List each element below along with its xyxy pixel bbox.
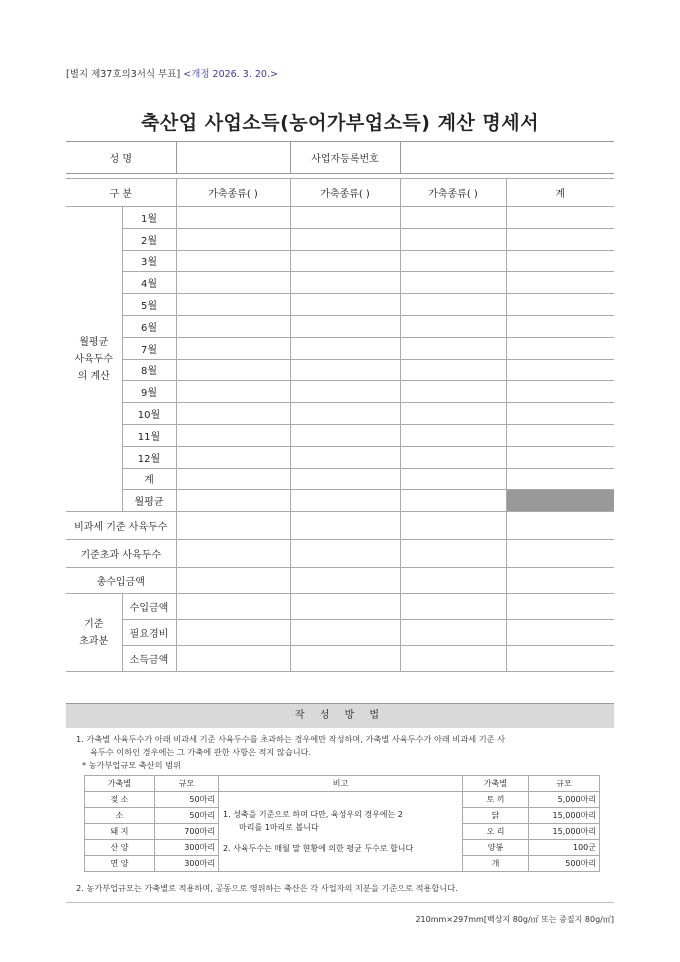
cell[interactable]: [290, 381, 400, 403]
scale: 15,000마리: [529, 824, 600, 840]
cell[interactable]: [176, 337, 290, 359]
cell[interactable]: [400, 294, 506, 316]
name-input[interactable]: [176, 142, 290, 174]
cell[interactable]: [400, 646, 506, 672]
cell[interactable]: [176, 468, 290, 490]
cell[interactable]: [290, 359, 400, 381]
cell[interactable]: [290, 337, 400, 359]
cell[interactable]: [290, 446, 400, 468]
scale-header: 규모: [529, 776, 600, 792]
excess-label: 기준초과 사육두수: [66, 540, 176, 568]
cell[interactable]: [176, 315, 290, 337]
monthly-group-label: 월평균 사육두수 의 계산: [66, 207, 122, 512]
cell[interactable]: [290, 646, 400, 672]
scale: 50마리: [155, 792, 219, 808]
scale: 50마리: [155, 808, 219, 824]
cell[interactable]: [400, 315, 506, 337]
cell[interactable]: [506, 403, 614, 425]
cell[interactable]: [176, 540, 290, 568]
month-label: 8월: [122, 359, 176, 381]
guide-note-1b: 육두수 이하인 경우에는 그 가축에 관한 사항은 적지 않습니다.: [90, 747, 312, 757]
scale-header: 규모: [155, 776, 219, 792]
total-income-label: 총수입금액: [66, 568, 176, 594]
cell[interactable]: [400, 446, 506, 468]
scale: 5,000마리: [529, 792, 600, 808]
cell[interactable]: [506, 381, 614, 403]
name-table: [66, 141, 614, 174]
scale: 700마리: [155, 824, 219, 840]
cell[interactable]: [176, 568, 290, 594]
cell[interactable]: [400, 359, 506, 381]
total-header: 계: [506, 179, 614, 207]
animal: 소: [85, 808, 155, 824]
animal: 젖 소: [85, 792, 155, 808]
cell[interactable]: [400, 568, 506, 594]
bizno-input[interactable]: [400, 142, 614, 174]
cell[interactable]: [506, 446, 614, 468]
remark-1a: 1. 성축을 기준으로 하며 다만, 육성우의 경우에는 2: [223, 810, 403, 819]
cell[interactable]: [400, 540, 506, 568]
revision-date: <개정 2026. 3. 20.>: [183, 69, 278, 80]
month-label: 11월: [122, 424, 176, 446]
livestock-header-2[interactable]: 가축종류( ): [290, 179, 400, 207]
remark-1b: 마리를 1마리로 봅니다: [239, 823, 319, 832]
cell[interactable]: [506, 540, 614, 568]
cell[interactable]: [176, 594, 290, 620]
cell[interactable]: [506, 228, 614, 250]
cell[interactable]: [400, 207, 506, 229]
month-label: 2월: [122, 228, 176, 250]
animal: 산 양: [85, 840, 155, 856]
month-label: 6월: [122, 315, 176, 337]
animal: 개: [463, 856, 529, 872]
cell[interactable]: [290, 490, 400, 512]
cell[interactable]: [290, 315, 400, 337]
cell[interactable]: [176, 620, 290, 646]
cell[interactable]: [506, 272, 614, 294]
cell[interactable]: [290, 403, 400, 425]
cell[interactable]: [506, 337, 614, 359]
cell[interactable]: [290, 540, 400, 568]
cell[interactable]: [506, 620, 614, 646]
cell[interactable]: [400, 250, 506, 272]
month-label: 7월: [122, 337, 176, 359]
cell[interactable]: [400, 512, 506, 540]
form-reference: [66, 66, 278, 80]
animal: 오 리: [463, 824, 529, 840]
cell[interactable]: [290, 272, 400, 294]
cell[interactable]: [506, 359, 614, 381]
guide-header: 작 성 방 법: [66, 703, 614, 728]
cell[interactable]: [506, 646, 614, 672]
cell[interactable]: [400, 228, 506, 250]
month-label: 5월: [122, 294, 176, 316]
month-label: 4월: [122, 272, 176, 294]
cell[interactable]: [506, 250, 614, 272]
cell[interactable]: [176, 381, 290, 403]
guide-note-sub: * 농가부업규모 축산의 범위: [82, 760, 181, 770]
animal: 돼 지: [85, 824, 155, 840]
cell[interactable]: [290, 594, 400, 620]
cell[interactable]: [290, 294, 400, 316]
cell[interactable]: [176, 250, 290, 272]
remark-header: 비고: [219, 776, 463, 792]
scale: 15,000마리: [529, 808, 600, 824]
bizno-label: 사업자등록번호: [290, 142, 400, 174]
month-label: 12월: [122, 446, 176, 468]
remark-2: 2. 사육두수는 매월 말 현황에 의한 평균 두수로 합니다: [223, 844, 414, 853]
guide-note-1a: 1. 가축별 사육두수가 아래 비과세 기준 사육두수를 초과하는 경우에만 작성하며, 가축별 사육두수가 아래 비과세 기준 사: [76, 734, 506, 744]
cell[interactable]: [400, 490, 506, 512]
animal: 토 끼: [463, 792, 529, 808]
cell[interactable]: [506, 468, 614, 490]
cell[interactable]: [176, 424, 290, 446]
excess-row-label: 수입금액: [122, 594, 176, 620]
scale-table: [84, 775, 600, 872]
cell[interactable]: [400, 272, 506, 294]
cell[interactable]: [506, 294, 614, 316]
cell[interactable]: [506, 315, 614, 337]
cell[interactable]: [176, 490, 290, 512]
avg-total-shaded: [506, 490, 614, 512]
month-label: 3월: [122, 250, 176, 272]
cell[interactable]: [290, 468, 400, 490]
cell[interactable]: [506, 207, 614, 229]
cell[interactable]: [506, 594, 614, 620]
month-label: 10월: [122, 403, 176, 425]
cell[interactable]: [176, 228, 290, 250]
livestock-header-1[interactable]: 가축종류( ): [176, 179, 290, 207]
guide-note-2: 2. 농가부업규모는 가축별로 적용하며, 공동으로 영위하는 축산은 각 사업자의 지분을 기준으로 적용합니다.: [76, 883, 458, 893]
cell[interactable]: [290, 250, 400, 272]
cell[interactable]: [176, 207, 290, 229]
sum-label: 계: [122, 468, 176, 490]
cell[interactable]: [176, 646, 290, 672]
animal-header: 가축별: [85, 776, 155, 792]
cell[interactable]: [400, 468, 506, 490]
excess-group-label: 기준 초과분: [66, 594, 122, 672]
form-ref-text: [별지 제37호의3서식 부표]: [66, 69, 181, 80]
cell[interactable]: [400, 337, 506, 359]
cell[interactable]: [506, 424, 614, 446]
page-title: 축산업 사업소득(농어가부업소득) 계산 명세서: [141, 112, 539, 134]
paper-spec: 210mm×297mm[백상지 80g/㎡ 또는 중질지 80g/㎡]: [415, 915, 614, 924]
cell[interactable]: [290, 424, 400, 446]
scale: 500마리: [529, 856, 600, 872]
footer-divider: [66, 902, 614, 903]
scale: 300마리: [155, 840, 219, 856]
cell[interactable]: [290, 568, 400, 594]
animal: 양봉: [463, 840, 529, 856]
animal: 면 양: [85, 856, 155, 872]
cell[interactable]: [176, 359, 290, 381]
cell[interactable]: [176, 294, 290, 316]
animal-header: 가축별: [463, 776, 529, 792]
cell[interactable]: [290, 620, 400, 646]
scale: 300마리: [155, 856, 219, 872]
cell[interactable]: [506, 512, 614, 540]
cell[interactable]: [290, 207, 400, 229]
cell[interactable]: [290, 228, 400, 250]
cell[interactable]: [400, 424, 506, 446]
cell[interactable]: [176, 272, 290, 294]
remark-cell: [219, 792, 463, 872]
excess-row-label: 필요경비: [122, 620, 176, 646]
animal: 닭: [463, 808, 529, 824]
cell[interactable]: [506, 568, 614, 594]
excess-row-label: 소득금액: [122, 646, 176, 672]
nontax-label: 비과세 기준 사육두수: [66, 512, 176, 540]
gubun-header: 구 분: [66, 179, 176, 207]
avg-label: 월평균: [122, 490, 176, 512]
month-label: 1월: [122, 207, 176, 229]
livestock-header-3[interactable]: 가축종류( ): [400, 179, 506, 207]
cell[interactable]: [176, 446, 290, 468]
name-label: 성 명: [66, 142, 176, 174]
cell[interactable]: [400, 403, 506, 425]
cell[interactable]: [176, 403, 290, 425]
cell[interactable]: [400, 381, 506, 403]
scale: 100군: [529, 840, 600, 856]
cell[interactable]: [400, 620, 506, 646]
month-label: 9월: [122, 381, 176, 403]
cell[interactable]: [176, 512, 290, 540]
cell[interactable]: [400, 594, 506, 620]
calc-table: [66, 178, 614, 672]
cell[interactable]: [290, 512, 400, 540]
